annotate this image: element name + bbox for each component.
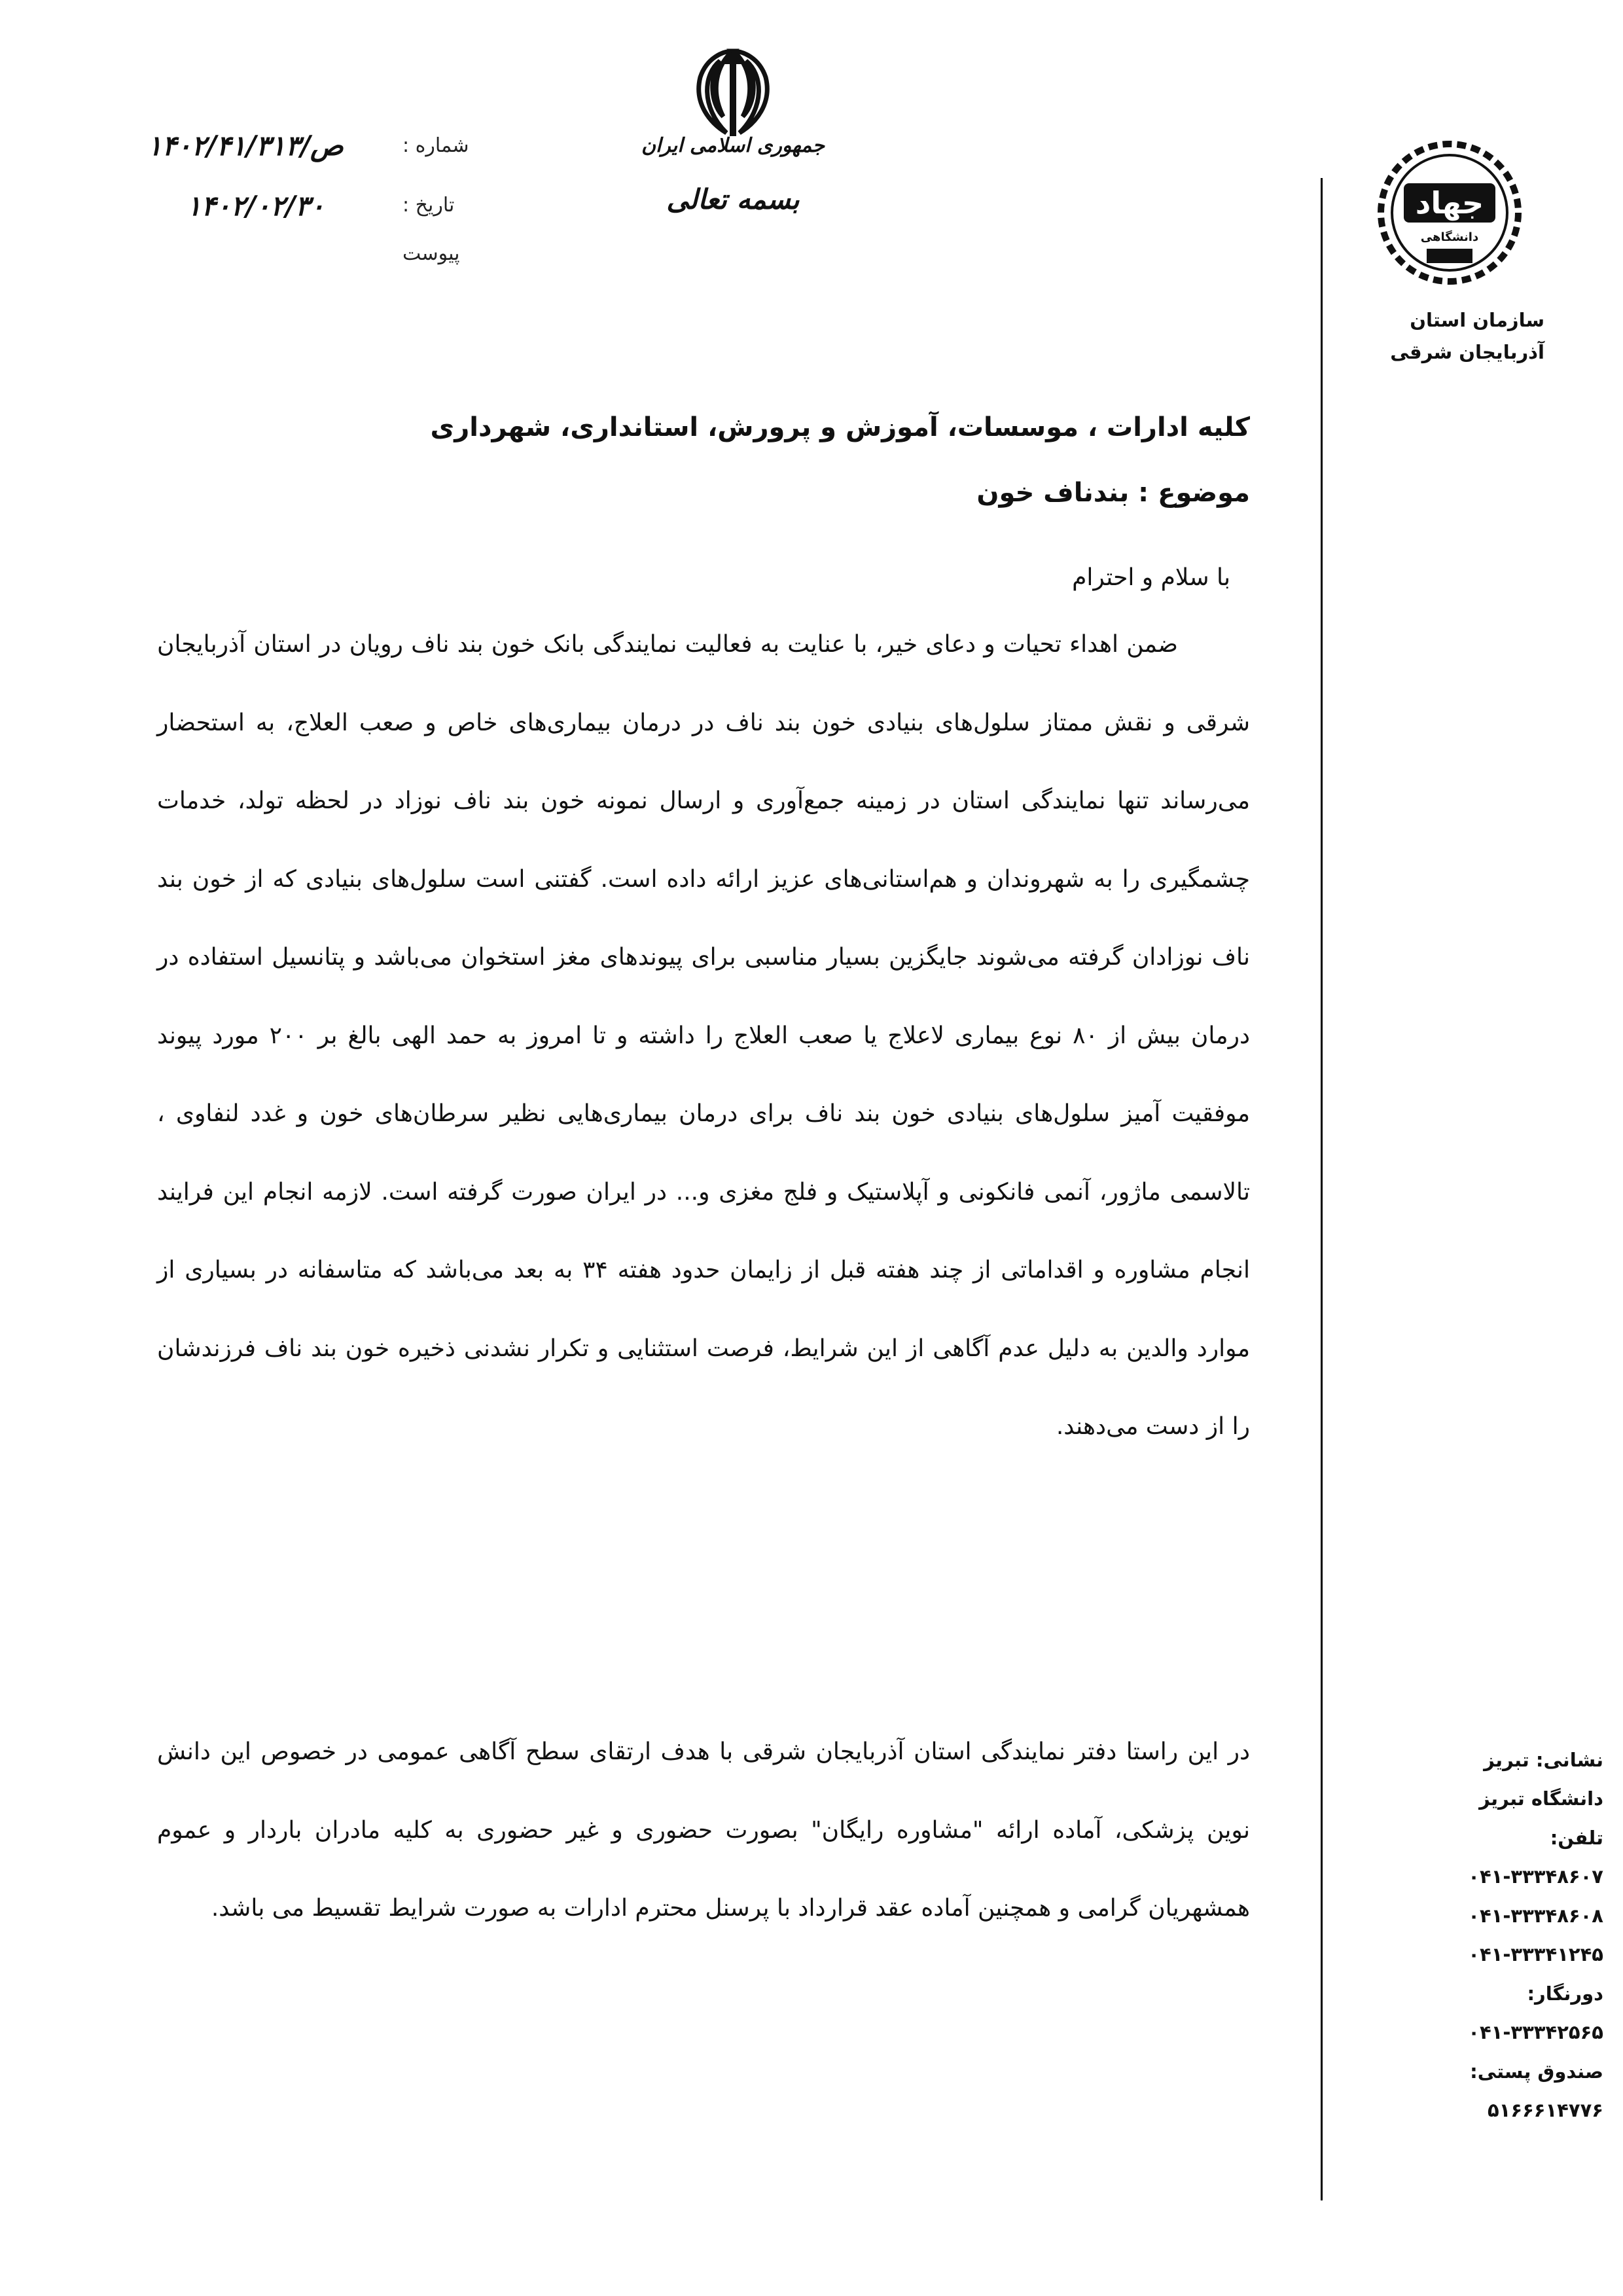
number-label: شماره : (402, 134, 469, 157)
greeting: با سلام و احترام (1072, 564, 1230, 591)
contact-phone-1: ۰۴۱-۳۳۳۴۸۶۰۷ (1468, 1865, 1603, 1888)
contact-fax-label: دورنگار: (1527, 1982, 1603, 2005)
organization-name (1348, 304, 1544, 369)
org-line-2: آذربایجان شرقی (1390, 341, 1544, 364)
date-label: تاریخ : (402, 194, 455, 217)
contact-pobox-label: صندوق پستی: (1470, 2060, 1603, 2083)
contact-phone-2: ۰۴۱-۳۳۳۴۸۶۰۸ (1468, 1904, 1603, 1927)
country-name: جمهوری اسلامی ایران (641, 134, 825, 157)
letter-date: ۱۴۰۲/۰۲/۳۰ (187, 190, 325, 222)
contact-pobox: ۵۱۶۶۶۱۴۷۷۶ (1487, 2098, 1603, 2121)
svg-text:جهاد: جهاد (1415, 185, 1484, 221)
body-paragraph-1: ضمن اهداء تحیات و دعای خیر، با عنایت به فعالیت نمایندگی بانک خون بند ناف رویان در استان آذربایجان شرقی و نقش ممتاز سلول‌های بنیادی خون بند ناف در درمان بیماری‌های خاص و صعب العلاج، به استحضار می‌رساند تنها نمایندگی استان در زمینه جمع‌آوری و ارسال نمونه خون بند ناف نوزاد در لحظه تولد، خدمات چشمگیری را به شهروندان و هم‌استانی‌های عزیز ارائه داده است. گفتنی است سلول‌های بنیادی که از خون بند ناف نوزادان گرفته می‌شوند جایگزین بسیار مناسبی برای پیوندهای مغز استخوان می‌باشد و پتانسیل استفاده در درمان بیش از ۸۰ نوع بیماری لاعلاج یا صعب العلاج را داشته و تا امروز به حمد الهی بالغ بر ۲۰۰ مورد پیوند موفقیت آمیز سلول‌های بنیادی خون بند ناف برای درمان بیماری‌هایی نظیر سرطان‌های خون و غدد لنفاوی ، تالاسمی ماژور، آنمی فانکونی و آپلاستیک و فلج مغزی و... در ایران صورت گرفته است. لازمه انجام این فرایند انجام مشاوره و اقداماتی از چند هفته قبل از زایمان حدود هفته ۳۴ به بعد می‌باشد که متاسفانه در بسیاری از موارد والدین به دلیل عدم آگاهی از این شرایط، فرصت استثنایی و تکرار نشدنی ذخیره خون بند ناف فرزندشان را از دست می‌دهند. (157, 631, 1251, 1440)
letter-number: ۱۴۰۲/۴۱/۳۱۳/ص (147, 130, 344, 162)
contact-phone-3: ۰۴۱-۳۳۳۴۱۲۴۵ (1468, 1943, 1603, 1966)
subject-line: موضوع : بندناف خون (976, 478, 1250, 508)
contact-fax: ۰۴۱-۳۳۳۴۲۵۶۵ (1468, 2021, 1603, 2044)
svg-text:دانشگاهی: دانشگاهی (1420, 230, 1479, 244)
contact-info (1374, 1741, 1603, 2130)
body-paragraph-2: در این راستا دفتر نمایندگی استان آذربایجان شرقی با هدف ارتقای سطح آگاهی عمومی در خصوص این دانش نوین پزشکی، آماده ارائه "مشاوره رایگان" بصورت حضوری و غیر حضوری به کلیه مادران باردار و عموم همشهریان گرامی و همچنین آماده عقد قرارداد با پرسنل محترم ادارات به صورت شرایط تقسیط می باشد. (157, 1738, 1250, 1922)
sidebar-divider (1321, 178, 1323, 2200)
jahad-daneshgahi-logo (1368, 137, 1531, 288)
attachment-label: پیوست (402, 242, 460, 265)
contact-address-value: دانشگاه تبریز (1479, 1787, 1603, 1810)
contact-phone-label: تلفن: (1550, 1826, 1603, 1849)
recipients-line: کلیه ادارات ، موسسات، آموزش و پرورش، استانداری، شهرداری (430, 412, 1250, 442)
contact-address-label: نشانی: تبریز (1484, 1749, 1603, 1771)
org-line-1: سازمان استان (1410, 309, 1544, 331)
basmala: بسمه تعالی (666, 183, 800, 215)
iran-emblem-icon (690, 45, 776, 143)
